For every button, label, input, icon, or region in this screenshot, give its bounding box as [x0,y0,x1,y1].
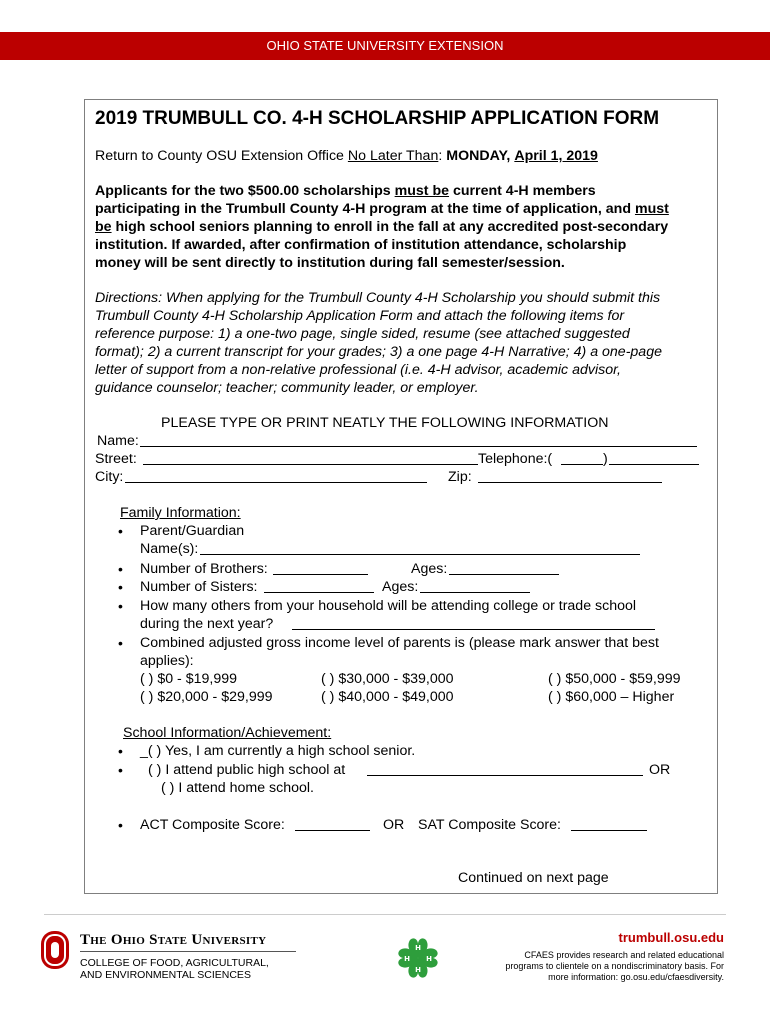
parent-label-line1: Parent/Guardian [140,523,245,539]
college-line-1: COLLEGE OF FOOD, AGRICULTURAL, [80,957,269,969]
form-title: 2019 TRUMBULL CO. 4-H SCHOLARSHIP APPLICATION FORM [95,108,660,129]
senior-option[interactable]: _( ) Yes, I am currently a high school senior. [140,743,416,759]
bullet: • [118,523,123,539]
banner-text: OHIO STATE UNIVERSITY EXTENSION [266,38,504,53]
income-option[interactable]: ( ) $60,000 – Higher [548,689,675,705]
income-question-line1: Combined adjusted gross income level of parents is (please mark answer that best [140,635,659,651]
public-school-input-line[interactable] [367,775,643,776]
directions-line: guidance counselor; teacher; community leader, or employer. [95,380,479,396]
eligibility-text: participating in the Trumbull County 4-H program at the time of application, and [95,201,631,217]
directions-line: reference purpose: 1) a one-two page, single sided, resume (see attached suggested [95,326,630,342]
return-instruction [95,148,598,165]
or-text: OR [383,817,405,833]
eligibility-text: Applicants for the two $500.00 scholarships [95,183,391,199]
top-banner [0,32,770,60]
sisters-ages-label: Ages: [382,579,419,595]
college-input-line[interactable] [292,629,655,630]
zip-input-line[interactable] [478,482,662,483]
city-label: City: [95,469,124,485]
parent-label-line2: Name(s): [140,541,199,557]
clover-letter: H [404,955,410,963]
continued-note: Continued on next page [458,870,609,886]
income-option[interactable]: ( ) $0 - $19,999 [140,671,238,687]
brothers-label: Number of Brothers: [140,561,268,577]
notice-line-2: programs to clientele on a nondiscriminatory basis. For [505,961,724,971]
clover-letter: H [415,944,421,952]
sisters-input-line[interactable] [264,592,374,593]
telephone-input-line[interactable] [609,464,699,465]
eligibility-line-2 [95,201,669,218]
directions-line: letter of support from a non-relative professional (i.e. 4-H advisor, academic advisor, [95,362,621,378]
eligibility-line-5: money will be sent directly to institution during fall semester/session. [95,255,565,271]
act-label: ACT Composite Score: [140,817,285,833]
return-prefix: Return to County OSU Extension Office [95,148,344,164]
street-label: Street: [95,451,137,467]
directions-line: Directions: When applying for the Trumbull County 4-H Scholarship you should submit this [95,290,661,306]
family-heading: Family Information: [120,505,241,521]
4h-clover-icon [394,934,442,982]
college-line-2: AND ENVIRONMENTAL SCIENCES [80,969,251,981]
college-question-line1: How many others from your household will be attending college or trade school [140,598,637,614]
eligibility-line-3 [95,219,668,236]
sisters-label: Number of Sisters: [140,579,258,595]
brothers-ages-input-line[interactable] [449,574,559,575]
footer-divider [44,914,726,915]
area-code-input-line[interactable] [561,464,603,465]
eligibility-emphasis: must [634,201,669,217]
telephone-label: Telephone:( [478,451,553,467]
bullet: • [118,817,123,833]
college-question-line2: during the next year? [140,616,274,632]
eligibility-text: current 4-H members [452,183,596,199]
bullet: • [118,579,123,595]
notice-line-1: CFAES provides research and related educational [524,950,724,960]
street-input-line[interactable] [143,464,478,465]
print-instruction: PLEASE TYPE OR PRINT NEATLY THE FOLLOWING INFORMATION [161,415,609,431]
clover-letter: H [415,966,421,974]
block-o-logo [40,930,70,970]
eligibility-line-1 [95,183,596,200]
university-rule [80,951,296,952]
eligibility-emphasis: must be [394,183,450,199]
income-question-line2: applies): [140,653,194,669]
deadline-day: MONDAY, [446,148,511,164]
notice-line-3: more information: go.osu.edu/cfaesdiversity. [548,972,724,982]
or-text: OR [649,762,671,778]
name-label: Name: [97,433,139,449]
university-name: The Ohio State University [80,932,267,948]
eligibility-text: high school seniors planning to enroll in the fall at any accredited post-secondary [115,219,669,235]
bullet: • [118,743,123,759]
income-option[interactable]: ( ) $40,000 - $49,000 [321,689,454,705]
zip-label: Zip: [448,469,472,485]
eligibility-emphasis: be [95,219,112,235]
income-option[interactable]: ( ) $50,000 - $59,999 [548,671,681,687]
public-school-option[interactable]: ( ) I attend public high school at [148,762,346,778]
eligibility-line-4: institution. If awarded, after confirmation of institution attendance, scholarship [95,237,627,253]
deadline-colon: : [438,148,443,164]
clover-letter: H [426,955,432,963]
home-school-option[interactable]: ( ) I attend home school. [161,780,314,796]
website-link[interactable]: trumbull.osu.edu [618,930,724,945]
brothers-ages-label: Ages: [411,561,448,577]
directions-line: format); 2) a current transcript for your grades; 3) a one page 4-H Narrative; 4) a one-page [95,344,662,360]
bullet: • [118,561,123,577]
sat-label: SAT Composite Score: [418,817,561,833]
bullet: • [118,598,123,614]
sat-input-line[interactable] [571,830,647,831]
brothers-input-line[interactable] [273,574,368,575]
bullet: • [118,762,123,778]
sisters-ages-input-line[interactable] [420,592,530,593]
deadline-date: April 1, 2019 [514,148,598,164]
deadline-label: No Later Than [347,148,439,164]
school-heading: School Information/Achievement: [123,725,332,741]
income-option[interactable]: ( ) $30,000 - $39,000 [321,671,454,687]
income-option[interactable]: ( ) $20,000 - $29,999 [140,689,273,705]
directions-line: Trumbull County 4-H Scholarship Application Form and attach the following items for [95,308,625,324]
telephone-close: ) [603,451,608,467]
bullet: • [118,635,123,651]
act-input-line[interactable] [295,830,370,831]
parent-name-input-line[interactable] [200,554,640,555]
name-input-line[interactable] [140,446,697,447]
city-input-line[interactable] [125,482,427,483]
